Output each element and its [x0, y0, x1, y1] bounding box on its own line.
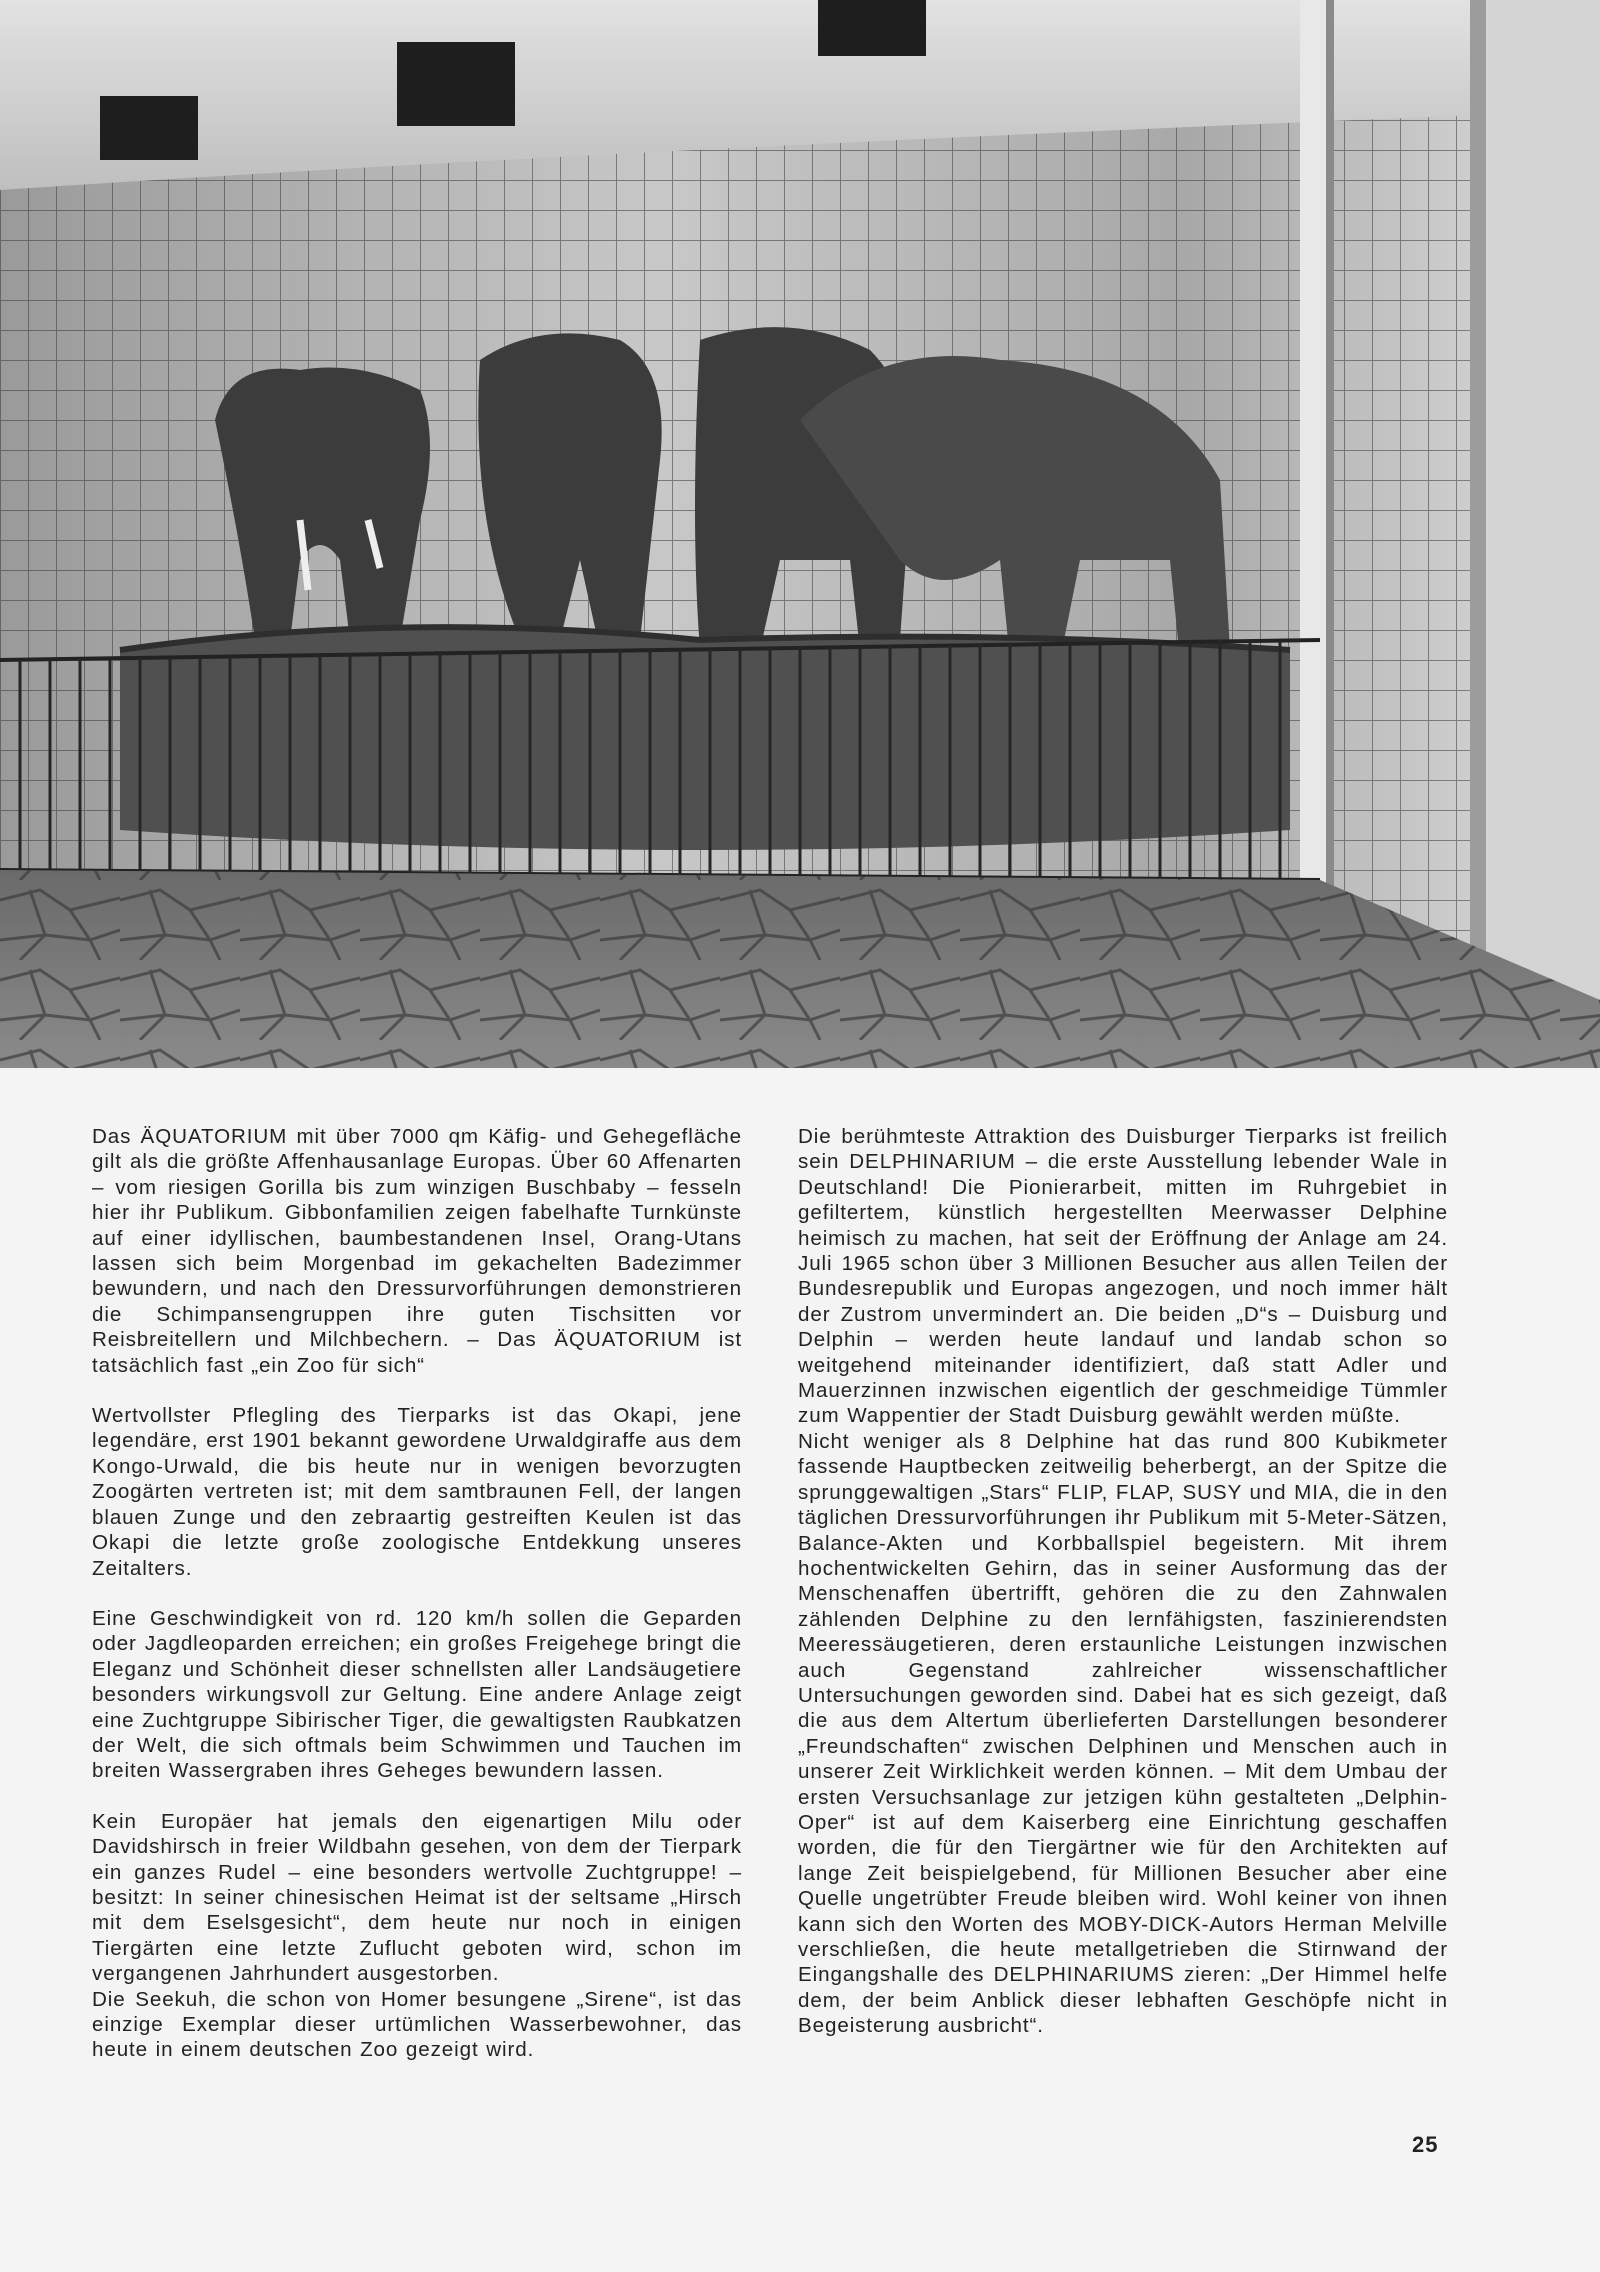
page-number: 25 [1412, 2132, 1439, 2157]
sign-left [100, 96, 198, 160]
paragraph-delphine: Nicht weniger als 8 Delphine hat das rund 800 Kubikmeter fassende Hauptbecken zeitweilig beherbergt, an der Spitze die sprunggewaltigen „Stars“ FLIP, FLAP, SUSY und MIA, die in den täglichen Dressurvorführungen ihr Publikum mit 5-Meter-Sätzen, Balance-Akten und Korbballspiel begeistern. Mit ihrem hochentwickelten Gehirn, das in seiner Ausformung das der Menschenaffen übertrifft, gehören die zu den Zahnwalen zählenden Delphine zu den lernfähigsten, faszinierendsten Meeressäugetieren, deren erstaunliche Leistungen inzwischen auch Gegenstand zahlreicher wissenschaftlicher Untersuchungen geworden sind. Dabei hat es sich gezeigt, daß die aus dem Altertum überlieferten Darstellungen besonderer „Freundschaften“ zwischen Delphinen und Menschen auch in unserer Zeit Wirklichkeit werden können. – Mit dem Umbau der ersten Versuchsanlage zur jetzigen kühn gestalteten „Delphin-Oper“ ist auf dem Kaiserberg eine Einrichtung geschaffen worden, die für den Tiergärtner wie für den Architekten auf lange Zeit beispielgebend, für Millionen Besucher aber eine Quelle ungetrübter Freude bleiben wird. Wohl keiner von ihnen kann sich den Worten des MOBY-DICK-Autors Herman Melville verschließen, die heute metallgetrieben die Stirnwand der Eingangshalle des DELPHINARIUMS zieren: „Der Himmel helfe dem, der beim Anblick dieser lebhaften Geschöpfe nicht in Begeisterung ausbricht“. [798, 1429, 1449, 2038]
paragraph-milu: Kein Europäer hat jemals den eigenartigen Milu oder Davidshirsch in freier Wildbahn gesehen, von dem der Tierpark ein ganzes Rudel – eine besonders wertvolle Zuchtgruppe! – besitzt: In seiner chinesischen Heimat ist der seltsame „Hirsch mit dem Eselsgesicht“, dem heute nur noch in einigen Tiergärten eine letzte Zuflucht geboten wird, schon im vergangenen Jahrhundert ausgestorben. [92, 1809, 742, 1986]
right-column [798, 1124, 1448, 2064]
left-column [92, 1124, 742, 2088]
sign-middle [397, 42, 515, 126]
paragraph-delphinarium: Die berühmteste Attraktion des Duisburger Tierparks ist freilich sein DELPHINARIUM – die erste Ausstellung lebender Wale in Deutschland! Die Pionierarbeit, mitten im Ruhrgebiet in gefiltertem, künstlich hergestellten Meerwasser Delphine heimisch zu machen, hat seit der Eröffnung der Anlage am 24. Juli 1965 schon über 3 Millionen Besucher aus allen Teilen der Bundesrepublik und Europas angezogen, und noch immer hält der Zustrom unvermindert an. Die beiden „D“s – Duisburg und Delphin – werden heute landauf und landab schon so weitgehend miteinander identifiziert, daß statt Adler und Mauerzinnen inzwischen eigentlich der geschmeidige Tümmler zum Wappentier der Stadt Duisburg gewählt werden müßte. [798, 1125, 1448, 1428]
elephant-house-photo [0, 0, 1600, 1068]
paragraph-seekuh: Die Seekuh, die schon von Homer besungene „Sirene“, ist das einzige Exemplar dieser urtümlichen Wasserbewohner, das heute in einem deutschen Zoo gezeigt wird. [92, 1987, 742, 2062]
paragraph-aequatorium: Das ÄQUATORIUM mit über 7000 qm Käfig- und Gehegefläche gilt als die größte Affenhausanlage Europas. Über 60 Affenarten – vom riesigen Gorilla bis zum winzigen Buschbaby – fesseln hier ihr Publikum. Gibbonfamilien zeigen fabelhafte Turnkünste auf einer idyllischen, baumbestandenen Insel, Orang-Utans lassen sich beim Morgenbad im gekachelten Badezimmer bewundern, und nach den Dressurvorführungen demonstrieren die Schimpansengruppen ihre guten Tischsitten vor Reisbreitellern und Milchbechern. – Das ÄQUATORIUM ist tatsächlich fast „ein Zoo für sich“ [92, 1125, 742, 1377]
paragraph-geparden: Eine Geschwindigkeit von rd. 120 km/h sollen die Geparden oder Jagdleoparden erreichen; ein großes Freigehege bringt die Eleganz und Schönheit dieser schnellsten aller Landsäugetiere besonders wirkungsvoll zur Geltung. Eine andere Anlage zeigt eine Zuchtgruppe Sibirischer Tiger, die gewaltigsten Raubkatzen der Welt, die sich oftmals beim Schwimmen und Tauchen im breiten Wassergraben ihres Geheges bewundern lassen. [92, 1606, 742, 1783]
sign-right [818, 0, 926, 56]
paragraph-okapi: Wertvollster Pflegling des Tierparks ist das Okapi, jene legendäre, erst 1901 bekannt gewordene Urwaldgiraffe aus dem Kongo-Urwald, die bis heute nur in wenigen bevorzugten Zoogärten vertreten ist; mit dem samtbraunen Fell, der langen blauen Zunge und den zebraartig gestreiften Keulen ist das Okapi die letzte große zoologische Entdekkung unseres Zeitalters. [92, 1404, 742, 1580]
